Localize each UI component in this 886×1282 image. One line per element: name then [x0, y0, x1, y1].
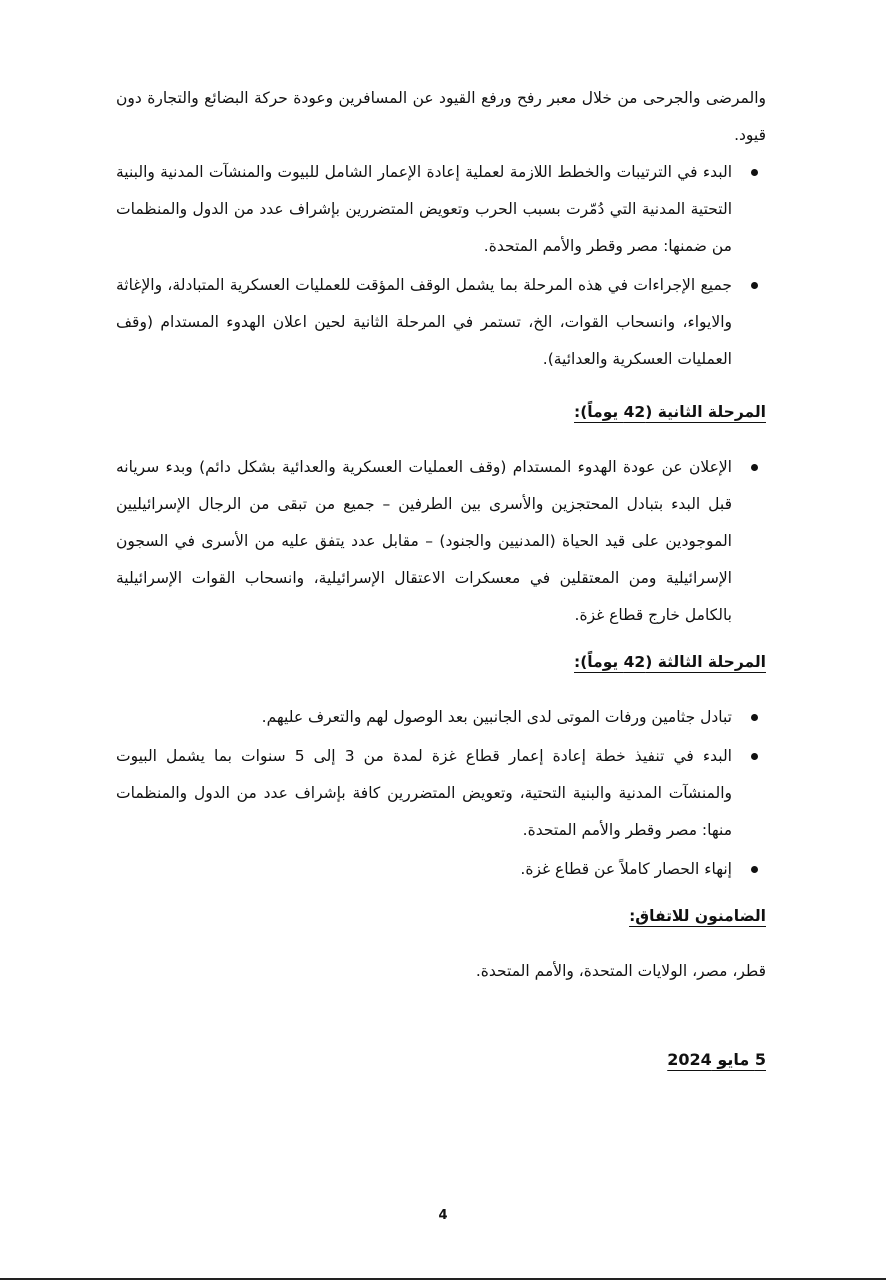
bullet-dot-icon [751, 282, 758, 289]
guarantors-text: قطر، مصر، الولايات المتحدة، والأمم المتحدة. [475, 962, 766, 980]
list-item-text: إنهاء الحصار كاملاً عن قطاع غزة. [520, 860, 732, 878]
list-item [116, 154, 766, 265]
phase3-bullet-list [116, 699, 766, 888]
phase2-heading: المرحلة الثانية (42 يوماً): [574, 403, 766, 421]
bullet-dot-icon [751, 866, 758, 873]
list-item [116, 699, 766, 736]
list-item [116, 449, 766, 634]
list-item-text: الإعلان عن عودة الهدوء المستدام (وقف العمليات العسكرية والعدائية بشكل دائم) وبدء سريانه قبل البدء بتبادل المحتجزين والأسرى بين الطرفين – جميع من تبقى من الرجال الإسرائيليين الموجودين على قيد الحياة (المدنيين والجنود) – مقابل عدد يتفق عليه من الأسرى في السجون الإسرائيلية ومن المعتقلين في معسكرات الاعتقال الإسرائيلية، وانسحاب القوات الإسرائيلية بالكامل خارج قطاع غزة. [116, 458, 732, 624]
list-item [116, 267, 766, 378]
list-item-text: جميع الإجراءات في هذه المرحلة بما يشمل الوقف المؤقت للعمليات العسكرية المتبادلة، والإغاثة والايواء، وانسحاب القوات، الخ، تستمر في المرحلة الثانية لحين اعلان الهدوء المستدام (وقف العمليات العسكرية والعدائية). [116, 276, 732, 368]
bullet-dot-icon [751, 714, 758, 721]
intro-paragraph: والمرضى والجرحى من خلال معبر رفح ورفع القيود عن المسافرين وعودة حركة البضائع والتجارة دون قيود. [116, 89, 766, 144]
list-item-text: البدء في تنفيذ خطة إعادة إعمار قطاع غزة لمدة من 3 إلى 5 سنوات بما يشمل البيوت والمنشآت المدنية والبنية التحتية، وتعويض المتضررين كافة بإشراف عدد من الدول والمنظمات منها: مصر وقطر والأمم المتحدة. [116, 747, 732, 839]
guarantors-heading: الضامنون للاتفاق: [629, 907, 766, 925]
list-item-text: البدء في الترتيبات والخطط اللازمة لعملية إعادة الإعمار الشامل للبيوت والمنشآت المدنية والبنية التحتية المدنية التي دُمّرت بسبب الحرب وتعويض المتضررين بإشراف عدد من الدول والمنظمات من ضمنها: مصر وقطر والأمم المتحدة. [116, 163, 732, 255]
page-number: 4 [438, 1208, 448, 1223]
bullet-dot-icon [751, 169, 758, 176]
phase3-heading: المرحلة الثالثة (42 يوماً): [574, 653, 766, 671]
phase1-bullet-list [116, 154, 766, 378]
bottom-divider [0, 1278, 886, 1280]
list-item [116, 738, 766, 849]
document-date: 5 مايو 2024 [667, 1050, 766, 1069]
bullet-dot-icon [751, 753, 758, 760]
bullet-dot-icon [751, 464, 758, 471]
phase2-bullet-list [116, 449, 766, 634]
list-item-text: تبادل جثامين ورفات الموتى لدى الجانبين بعد الوصول لهم والتعرف عليهم. [261, 708, 732, 726]
document-body [116, 80, 766, 990]
list-item [116, 851, 766, 888]
